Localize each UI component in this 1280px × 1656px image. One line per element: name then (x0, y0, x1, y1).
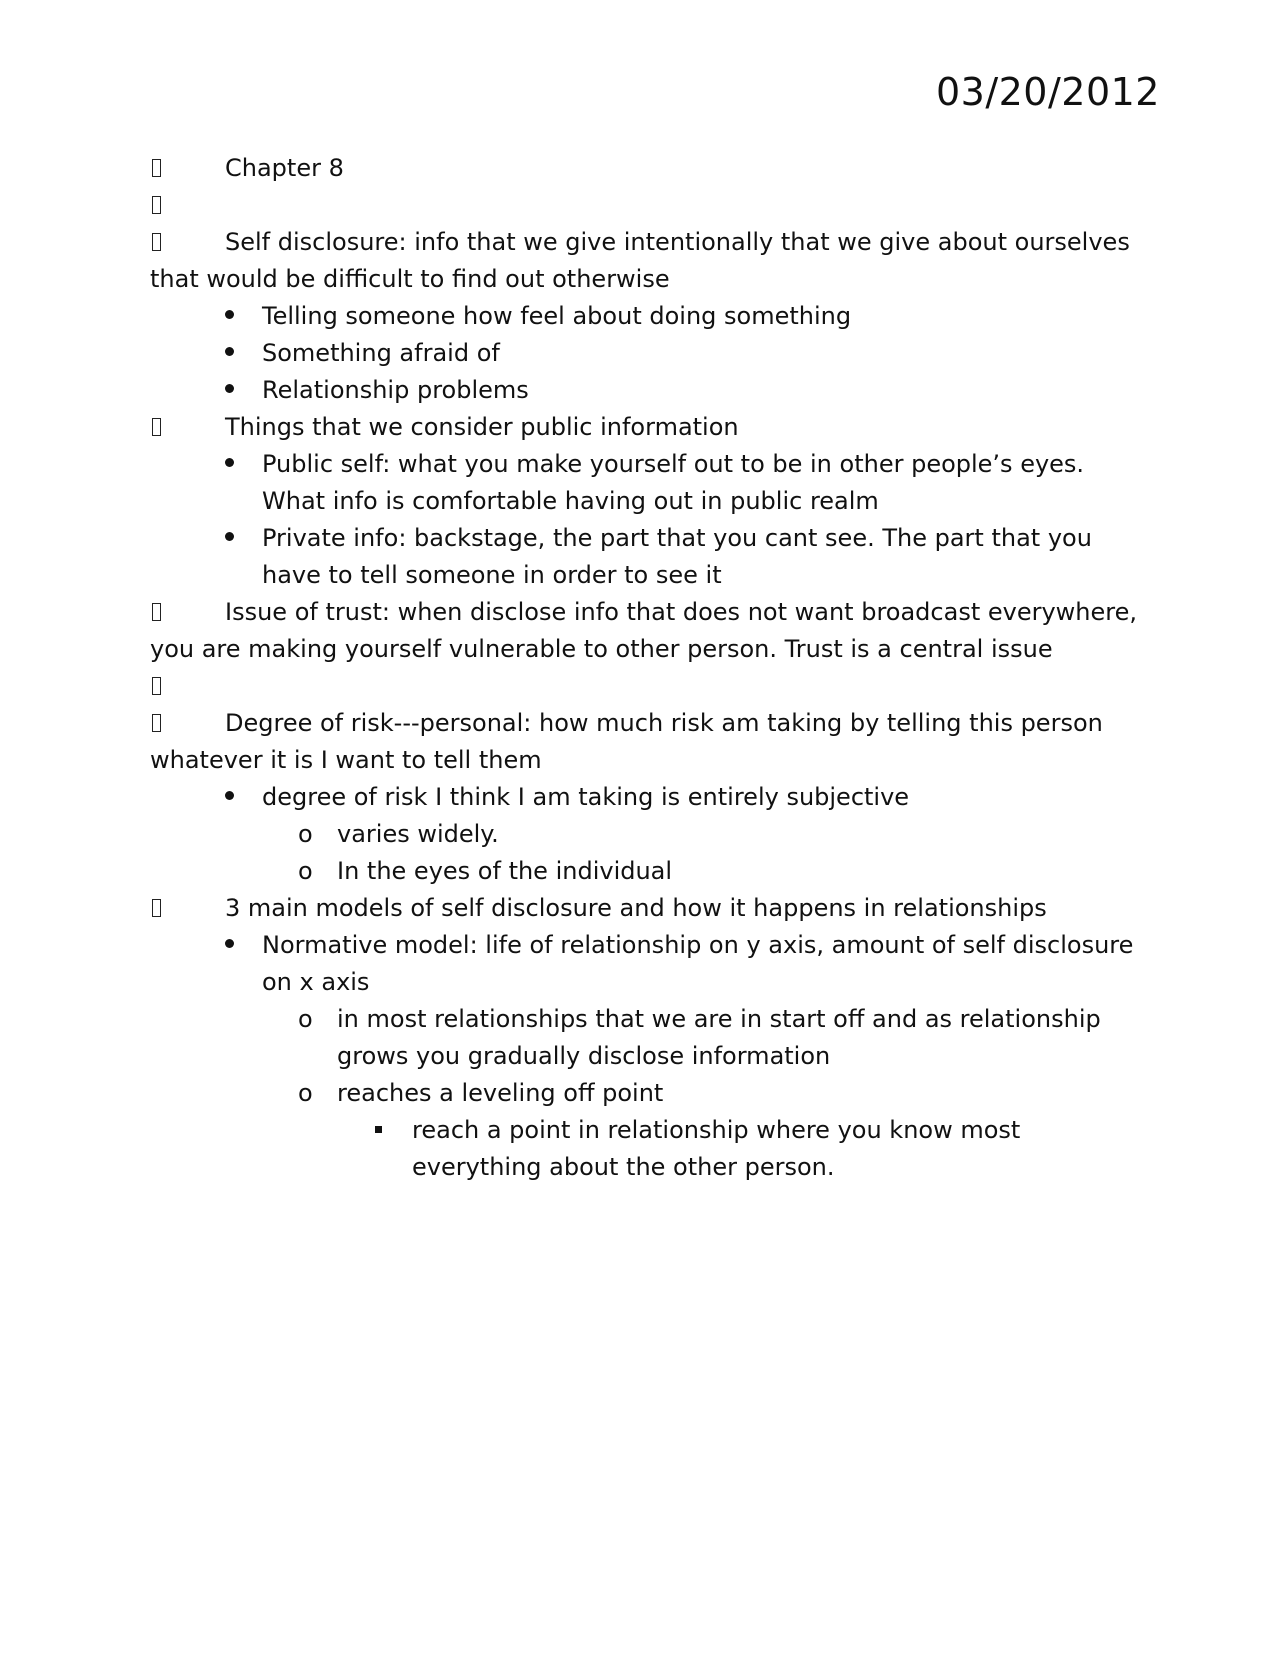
sub-bullet-item (150, 1001, 1150, 1075)
bullet-item (150, 446, 1150, 520)
note-line (150, 705, 1150, 779)
note-line (150, 890, 1150, 927)
note-line (150, 224, 1150, 298)
sub-bullet-text: in most relationships that we are in start off and as relationship grows you gradually disclose information (337, 1005, 1101, 1070)
bullet-item (150, 520, 1150, 594)
bullet-dot-icon (225, 298, 234, 335)
sub-sub-bullet-item (150, 1112, 1150, 1186)
bullet-text: Relationship problems (262, 376, 529, 404)
bullet-text: Normative model: life of relationship on y axis, amount of self disclosure on x axis (262, 931, 1134, 996)
box-glyph-icon (150, 705, 170, 742)
bullet-dot-icon (225, 446, 234, 483)
bullet-dot-icon (225, 372, 234, 409)
bullet-item (150, 927, 1150, 1001)
box-glyph-icon (150, 890, 170, 927)
note-line (150, 594, 1150, 668)
box-glyph-icon (150, 187, 170, 224)
box-glyph-icon (150, 668, 170, 705)
bullet-dot-icon (225, 335, 234, 372)
bullet-square-icon (375, 1112, 382, 1149)
bullet-text: Something afraid of (262, 339, 500, 367)
sub-bullet-text: reaches a leveling off point (337, 1079, 664, 1107)
page-date: 03/20/2012 (935, 70, 1160, 114)
bullet-text: degree of risk I think I am taking is entirely subjective (262, 783, 910, 811)
sub-bullet-text: varies widely. (337, 820, 499, 848)
bullet-circle-marker: o (298, 857, 313, 885)
note-line (150, 150, 1150, 187)
bullet-item (150, 298, 1150, 335)
bullet-circle-marker: o (298, 1005, 313, 1033)
bullet-text: Public self: what you make yourself out to be in other people’s eyes. What info is comfortable having out in public realm (262, 450, 1085, 515)
note-text: Degree of risk---personal: how much risk am taking by telling this person whatever it is I want to tell them (150, 709, 1103, 774)
box-glyph-icon (150, 409, 170, 446)
bullet-item (150, 779, 1150, 816)
bullet-dot-icon (225, 779, 234, 816)
bullet-item (150, 372, 1150, 409)
sub-bullet-item (150, 853, 1150, 890)
bullet-circle-marker: o (298, 820, 313, 848)
bullet-circle-marker: o (298, 1079, 313, 1107)
note-text: Things that we consider public information (225, 413, 739, 441)
note-text: Issue of trust: when disclose info that does not want broadcast everywhere, you are making yourself vulnerable to other person. Trust is a central issue (150, 598, 1137, 663)
sub-bullet-item (150, 816, 1150, 853)
notes-body (150, 150, 1150, 1186)
note-text: 3 main models of self disclosure and how it happens in relationships (225, 894, 1047, 922)
sub-sub-bullet-text: reach a point in relationship where you know most everything about the other person. (412, 1116, 1021, 1181)
bullet-text: Telling someone how feel about doing something (262, 302, 852, 330)
bullet-dot-icon (225, 520, 234, 557)
box-glyph-icon (150, 224, 170, 261)
note-line (150, 668, 1150, 705)
sub-bullet-text: In the eyes of the individual (337, 857, 673, 885)
sub-bullet-item (150, 1075, 1150, 1112)
note-text: Chapter 8 (225, 154, 344, 182)
bullet-dot-icon (225, 927, 234, 964)
note-line (150, 187, 1150, 224)
box-glyph-icon (150, 594, 170, 631)
bullet-text: Private info: backstage, the part that you cant see. The part that you have to tell someone in order to see it (262, 524, 1092, 589)
note-text: Self disclosure: info that we give intentionally that we give about ourselves that would be difficult to find out otherwise (150, 228, 1130, 293)
note-line (150, 409, 1150, 446)
bullet-item (150, 335, 1150, 372)
box-glyph-icon (150, 150, 170, 187)
